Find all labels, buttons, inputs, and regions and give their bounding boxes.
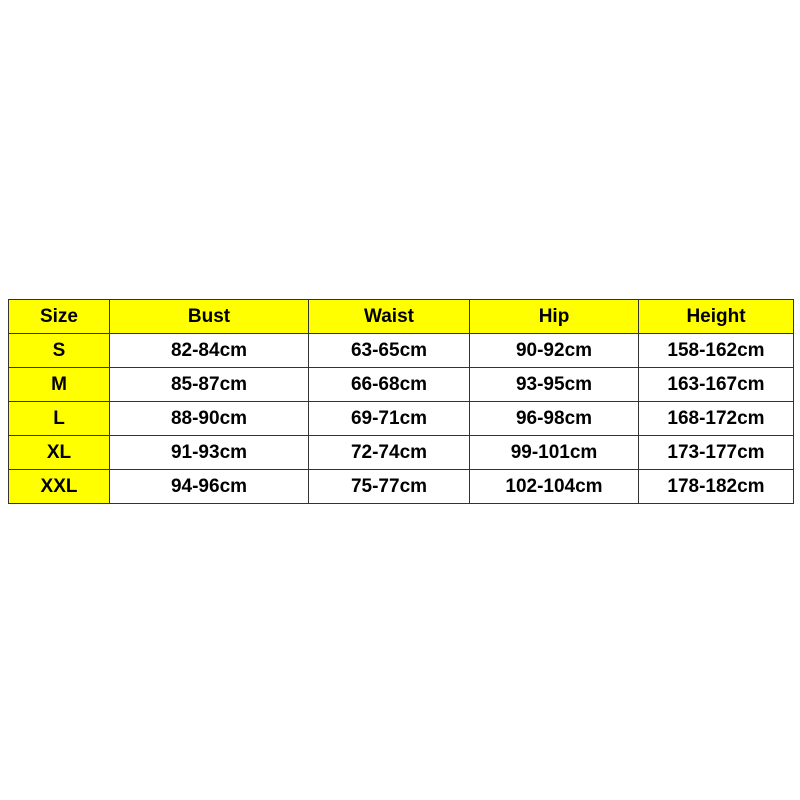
- size-cell: M: [9, 368, 110, 402]
- size-cell: S: [9, 334, 110, 368]
- header-height: Height: [639, 300, 794, 334]
- hip-cell: 99-101cm: [470, 436, 639, 470]
- waist-cell: 63-65cm: [309, 334, 470, 368]
- waist-cell: 75-77cm: [309, 470, 470, 504]
- size-cell: L: [9, 402, 110, 436]
- waist-cell: 69-71cm: [309, 402, 470, 436]
- header-waist: Waist: [309, 300, 470, 334]
- header-hip: Hip: [470, 300, 639, 334]
- size-cell: XL: [9, 436, 110, 470]
- hip-cell: 90-92cm: [470, 334, 639, 368]
- height-cell: 173-177cm: [639, 436, 794, 470]
- header-row: [9, 300, 794, 334]
- bust-cell: 88-90cm: [110, 402, 309, 436]
- waist-cell: 72-74cm: [309, 436, 470, 470]
- table-row: [9, 402, 794, 436]
- height-cell: 168-172cm: [639, 402, 794, 436]
- size-chart-table: [8, 299, 794, 504]
- table-row: [9, 334, 794, 368]
- table-row: [9, 436, 794, 470]
- size-cell: XXL: [9, 470, 110, 504]
- height-cell: 163-167cm: [639, 368, 794, 402]
- bust-cell: 82-84cm: [110, 334, 309, 368]
- header-size: Size: [9, 300, 110, 334]
- bust-cell: 85-87cm: [110, 368, 309, 402]
- table-row: [9, 368, 794, 402]
- hip-cell: 102-104cm: [470, 470, 639, 504]
- height-cell: 158-162cm: [639, 334, 794, 368]
- hip-cell: 96-98cm: [470, 402, 639, 436]
- height-cell: 178-182cm: [639, 470, 794, 504]
- header-bust: Bust: [110, 300, 309, 334]
- bust-cell: 94-96cm: [110, 470, 309, 504]
- waist-cell: 66-68cm: [309, 368, 470, 402]
- bust-cell: 91-93cm: [110, 436, 309, 470]
- hip-cell: 93-95cm: [470, 368, 639, 402]
- table-row: [9, 470, 794, 504]
